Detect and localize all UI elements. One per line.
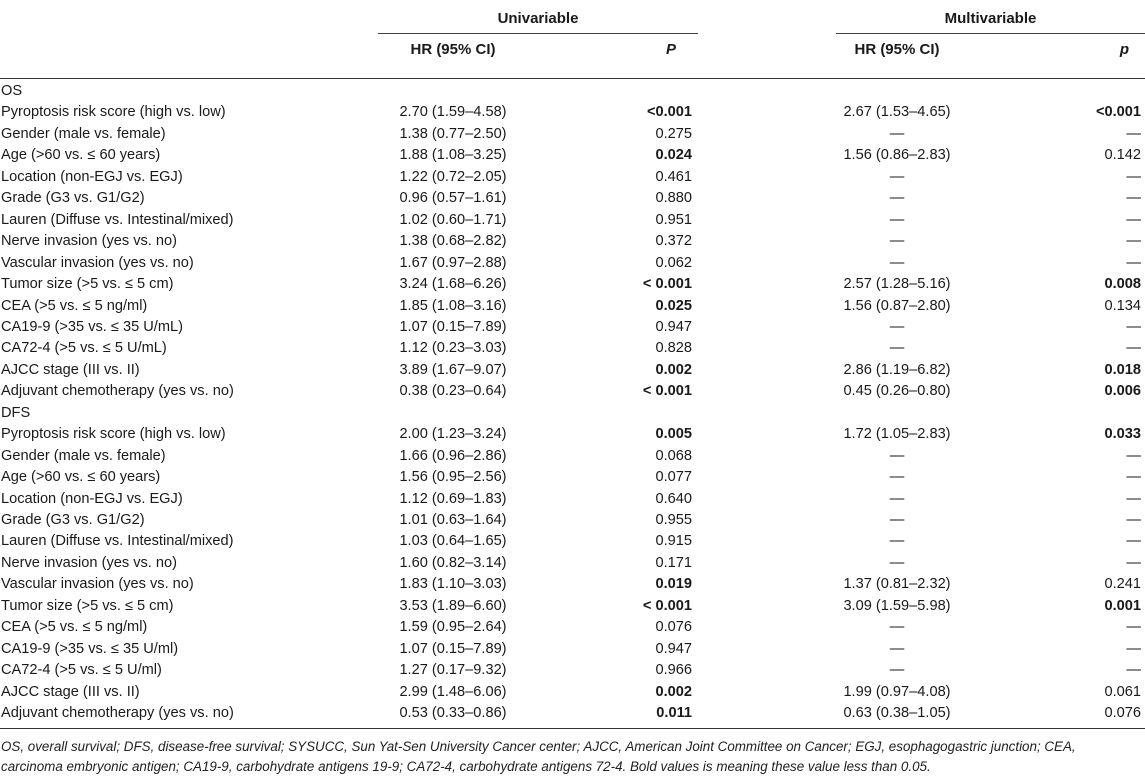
hr-univariable: 2.00 (1.23–3.24)	[399, 426, 507, 443]
p-multivariable: —	[1126, 447, 1141, 464]
hr-univariable: 0.96 (0.57–1.61)	[399, 190, 507, 207]
row-label: CA72-4 (>5 vs. ≤ 5 U/ml)	[1, 662, 162, 679]
row-label: OS	[1, 83, 23, 99]
p-multivariable: —	[1126, 233, 1141, 250]
multivariable-header: Multivariable	[944, 10, 1037, 27]
hr-multivariable: —	[889, 318, 905, 335]
row-label: Pyroptosis risk score (high vs. low)	[1, 104, 226, 121]
hr-univariable: 0.38 (0.23–0.64)	[399, 383, 507, 400]
hr-multivariable: 0.63 (0.38–1.05)	[843, 705, 951, 722]
hr-univariable: 3.24 (1.68–6.26)	[399, 276, 507, 293]
univariable-header-rule	[378, 33, 698, 34]
p-univariable: 0.880	[655, 190, 692, 207]
table-row	[0, 467, 1145, 488]
p-multivariable: —	[1126, 490, 1141, 507]
hr-univariable: 1.12 (0.69–1.83)	[399, 490, 507, 507]
hr-multivariable: —	[889, 469, 905, 486]
table-row	[0, 424, 1145, 445]
row-label: Vascular invasion (yes vs. no)	[1, 254, 194, 271]
row-label: Adjuvant chemotherapy (yes vs. no)	[1, 383, 234, 400]
table-row	[0, 660, 1145, 681]
hr-multivariable: —	[889, 254, 905, 271]
row-label: CEA (>5 vs. ≤ 5 ng/ml)	[1, 297, 148, 314]
hr-multivariable: —	[889, 125, 905, 142]
hr-multivariable: —	[889, 233, 905, 250]
p-univariable: 0.275	[655, 125, 692, 142]
p-multivariable: —	[1126, 254, 1141, 271]
hr-multivariable: —	[889, 490, 905, 507]
hr-multivariable: —	[889, 447, 905, 464]
hr-univariable: 1.07 (0.15–7.89)	[399, 640, 507, 657]
table-row	[0, 231, 1145, 252]
table-row	[0, 124, 1145, 145]
hr-univariable: 1.67 (0.97–2.88)	[399, 254, 507, 271]
table-row	[0, 210, 1145, 231]
section-heading-row	[0, 403, 1145, 424]
hr-univariable: 1.12 (0.23–3.03)	[399, 340, 507, 357]
hr-univariable: 1.83 (1.10–3.03)	[399, 576, 507, 593]
p-univariable: 0.002	[655, 683, 692, 700]
row-label: Nerve invasion (yes vs. no)	[1, 233, 178, 250]
table-row	[0, 274, 1145, 295]
row-label: Lauren (Diffuse vs. Intestinal/mixed)	[1, 533, 234, 550]
table-row	[0, 682, 1145, 703]
hr-univariable: 1.38 (0.68–2.82)	[399, 233, 507, 250]
section-heading-row	[0, 81, 1145, 102]
p-multivariable: —	[1126, 340, 1141, 357]
p-univariable: 0.171	[655, 554, 692, 571]
p-multivariable: 0.018	[1104, 361, 1141, 378]
row-label: CA72-4 (>5 vs. ≤ 5 U/mL)	[1, 340, 167, 357]
table-row	[0, 188, 1145, 209]
table-row	[0, 253, 1145, 274]
row-label: CEA (>5 vs. ≤ 5 ng/ml)	[1, 619, 148, 636]
p-multivariable: —	[1126, 125, 1141, 142]
p-univariable: 0.005	[655, 426, 692, 443]
p-univariable: 0.068	[655, 447, 692, 464]
p-multivariable: <0.001	[1095, 104, 1141, 121]
hr-multivariable: 2.57 (1.28–5.16)	[843, 276, 951, 293]
hr-multivariable: 2.86 (1.19–6.82)	[843, 361, 951, 378]
hr-univariable: 1.66 (0.96–2.86)	[399, 447, 507, 464]
hr-univariable: 1.27 (0.17–9.32)	[399, 662, 507, 679]
table-row	[0, 639, 1145, 660]
row-label: AJCC stage (III vs. II)	[1, 683, 140, 700]
table-row	[0, 596, 1145, 617]
univariable-header: Univariable	[497, 10, 579, 27]
p-univariable: 0.947	[655, 318, 692, 335]
row-label: Adjuvant chemotherapy (yes vs. no)	[1, 705, 234, 722]
p-univariable: 0.951	[655, 211, 692, 228]
table-row	[0, 553, 1145, 574]
p-multivariable: —	[1126, 211, 1141, 228]
hr-multivariable: 1.99 (0.97–4.08)	[843, 683, 951, 700]
hr-univariable: 1.01 (0.63–1.64)	[399, 512, 507, 528]
p-univariable: 0.002	[655, 361, 692, 378]
hr-univariable: 2.99 (1.48–6.06)	[399, 683, 507, 700]
row-label: Age (>60 vs. ≤ 60 years)	[1, 147, 161, 164]
p-univariable: < 0.001	[642, 383, 692, 400]
row-label: Lauren (Diffuse vs. Intestinal/mixed)	[1, 211, 234, 228]
p-univariable: 0.372	[655, 233, 692, 250]
row-label: Age (>60 vs. ≤ 60 years)	[1, 469, 161, 486]
hr-multivariable: —	[889, 554, 905, 571]
row-label: Location (non-EGJ vs. EGJ)	[1, 168, 183, 185]
p-univariable: 0.828	[655, 340, 692, 357]
p-univariable: < 0.001	[642, 276, 692, 293]
row-label: Tumor size (>5 vs. ≤ 5 cm)	[1, 597, 174, 614]
p-multivariable: 0.033	[1104, 426, 1141, 443]
p-multivariable: —	[1126, 554, 1141, 571]
table-row	[0, 703, 1145, 724]
table-footnote: OS, overall survival; DFS, disease-free survival; SYSUCC, Sun Yat-Sen University Cancer center; AJCC, American Joint Committee on Cancer; EGJ, esophagogastric junction; CEA, carcinoma embryonic antigen; CA19-9, carbohydrate antigens 19-9; CA72-4, carbohydrate antigens 72-4. Bold values is meaning these value less than 0.05.	[1, 739, 1076, 774]
p-univariable: 0.947	[655, 640, 692, 657]
hr-multivariable: 1.56 (0.86–2.83)	[843, 147, 951, 164]
table-row	[0, 296, 1145, 317]
hr-univariable: 1.38 (0.77–2.50)	[399, 125, 507, 142]
row-label: Pyroptosis risk score (high vs. low)	[1, 426, 226, 443]
p-multivariable: 0.076	[1104, 705, 1141, 722]
p-multivariable: —	[1126, 640, 1141, 657]
table-row	[0, 574, 1145, 595]
row-label: CA19-9 (>35 vs. ≤ 35 U/ml)	[1, 640, 179, 657]
p-univariable: <0.001	[646, 104, 692, 121]
hr-univariable: 3.89 (1.67–9.07)	[399, 361, 507, 378]
p-multivariable: —	[1126, 533, 1141, 550]
p-univariable: 0.955	[655, 512, 692, 528]
p-univariable: 0.019	[655, 576, 692, 593]
hr-multivariable: —	[889, 533, 905, 550]
p-univariable: 0.966	[655, 662, 692, 679]
row-label: Tumor size (>5 vs. ≤ 5 cm)	[1, 276, 174, 293]
p-univariable: 0.076	[655, 619, 692, 636]
row-label: Gender (male vs. female)	[1, 125, 166, 142]
p-multivariable: —	[1126, 190, 1141, 207]
hr-univariable: 1.88 (1.08–3.25)	[399, 147, 507, 164]
hr-univariable: 1.59 (0.95–2.64)	[399, 619, 507, 636]
p-univariable: 0.011	[656, 705, 692, 722]
p-multivariable: —	[1126, 619, 1141, 636]
hr-univariable: 1.60 (0.82–3.14)	[399, 554, 507, 571]
hr-multivariable: —	[889, 340, 905, 357]
hr-univariable: 1.22 (0.72–2.05)	[399, 168, 507, 185]
hr-univariable: 2.70 (1.59–4.58)	[399, 104, 507, 121]
multivariable-header-rule	[836, 33, 1145, 34]
p-multivariable: 0.061	[1104, 683, 1141, 700]
p-multivariable: —	[1126, 662, 1141, 679]
table-row	[0, 317, 1145, 338]
hr-multivariable: 1.72 (1.05–2.83)	[843, 426, 951, 443]
p-univariable: 0.024	[655, 147, 692, 164]
hr-multivariable: —	[889, 640, 905, 657]
hr-multivariable: 0.45 (0.26–0.80)	[843, 383, 951, 400]
p-header-multivariable: p	[1119, 41, 1129, 58]
hr-multivariable: —	[889, 662, 905, 679]
table-row	[0, 145, 1145, 166]
hr-header-multivariable: HR (95% CI)	[854, 41, 940, 58]
p-univariable: 0.062	[655, 254, 692, 271]
p-univariable: 0.461	[655, 168, 692, 185]
row-label: CA19-9 (>35 vs. ≤ 35 U/mL)	[1, 318, 183, 335]
table-bottom-rule	[0, 728, 1145, 729]
hr-univariable: 1.03 (0.64–1.65)	[399, 533, 507, 550]
row-label: DFS	[1, 404, 31, 421]
hr-multivariable: 1.56 (0.87–2.80)	[843, 297, 951, 314]
table-row	[0, 531, 1145, 552]
table-row	[0, 489, 1145, 510]
hr-multivariable: —	[889, 619, 905, 636]
row-label: Nerve invasion (yes vs. no)	[1, 554, 178, 571]
hr-univariable: 0.53 (0.33–0.86)	[399, 705, 507, 722]
hr-multivariable: —	[889, 190, 905, 207]
header-bottom-rule	[0, 78, 1145, 79]
p-multivariable: —	[1126, 512, 1141, 528]
hr-univariable: 3.53 (1.89–6.60)	[399, 597, 507, 614]
hr-header-univariable: HR (95% CI)	[410, 41, 496, 58]
table-row	[0, 446, 1145, 467]
p-univariable: 0.025	[655, 297, 692, 314]
p-multivariable: 0.006	[1104, 383, 1141, 400]
p-multivariable: 0.142	[1104, 147, 1141, 164]
p-univariable: 0.640	[655, 490, 692, 507]
hr-multivariable: —	[889, 211, 905, 228]
p-multivariable: —	[1126, 469, 1141, 486]
hr-multivariable: —	[889, 512, 905, 528]
row-label: Location (non-EGJ vs. EGJ)	[1, 490, 183, 507]
table-row	[0, 510, 1145, 531]
hr-univariable: 1.07 (0.15–7.89)	[399, 318, 507, 335]
p-multivariable: 0.134	[1104, 297, 1141, 314]
table-row	[0, 338, 1145, 359]
p-multivariable: —	[1126, 168, 1141, 185]
row-label: Grade (G3 vs. G1/G2)	[1, 512, 145, 528]
p-multivariable: 0.001	[1104, 597, 1141, 614]
p-univariable: 0.915	[655, 533, 692, 550]
hr-multivariable: 2.67 (1.53–4.65)	[843, 104, 951, 121]
p-header-univariable: P	[665, 41, 676, 58]
table-row	[0, 381, 1145, 402]
p-multivariable: 0.008	[1104, 276, 1141, 293]
p-multivariable: 0.241	[1104, 576, 1141, 593]
p-univariable: 0.077	[655, 469, 692, 486]
row-label: Vascular invasion (yes vs. no)	[1, 576, 194, 593]
hr-univariable: 1.02 (0.60–1.71)	[399, 211, 507, 228]
hr-multivariable: 1.37 (0.81–2.32)	[843, 576, 951, 593]
hr-multivariable: 3.09 (1.59–5.98)	[843, 597, 951, 614]
table-row	[0, 617, 1145, 638]
row-label: Gender (male vs. female)	[1, 447, 166, 464]
table-row	[0, 167, 1145, 188]
row-label: Grade (G3 vs. G1/G2)	[1, 190, 145, 207]
table-row	[0, 360, 1145, 381]
p-univariable: < 0.001	[642, 597, 692, 614]
hr-univariable: 1.56 (0.95–2.56)	[399, 469, 507, 486]
p-multivariable: —	[1126, 318, 1141, 335]
hr-multivariable: —	[889, 168, 905, 185]
hr-univariable: 1.85 (1.08–3.16)	[399, 297, 507, 314]
table-row	[0, 102, 1145, 123]
row-label: AJCC stage (III vs. II)	[1, 361, 140, 378]
